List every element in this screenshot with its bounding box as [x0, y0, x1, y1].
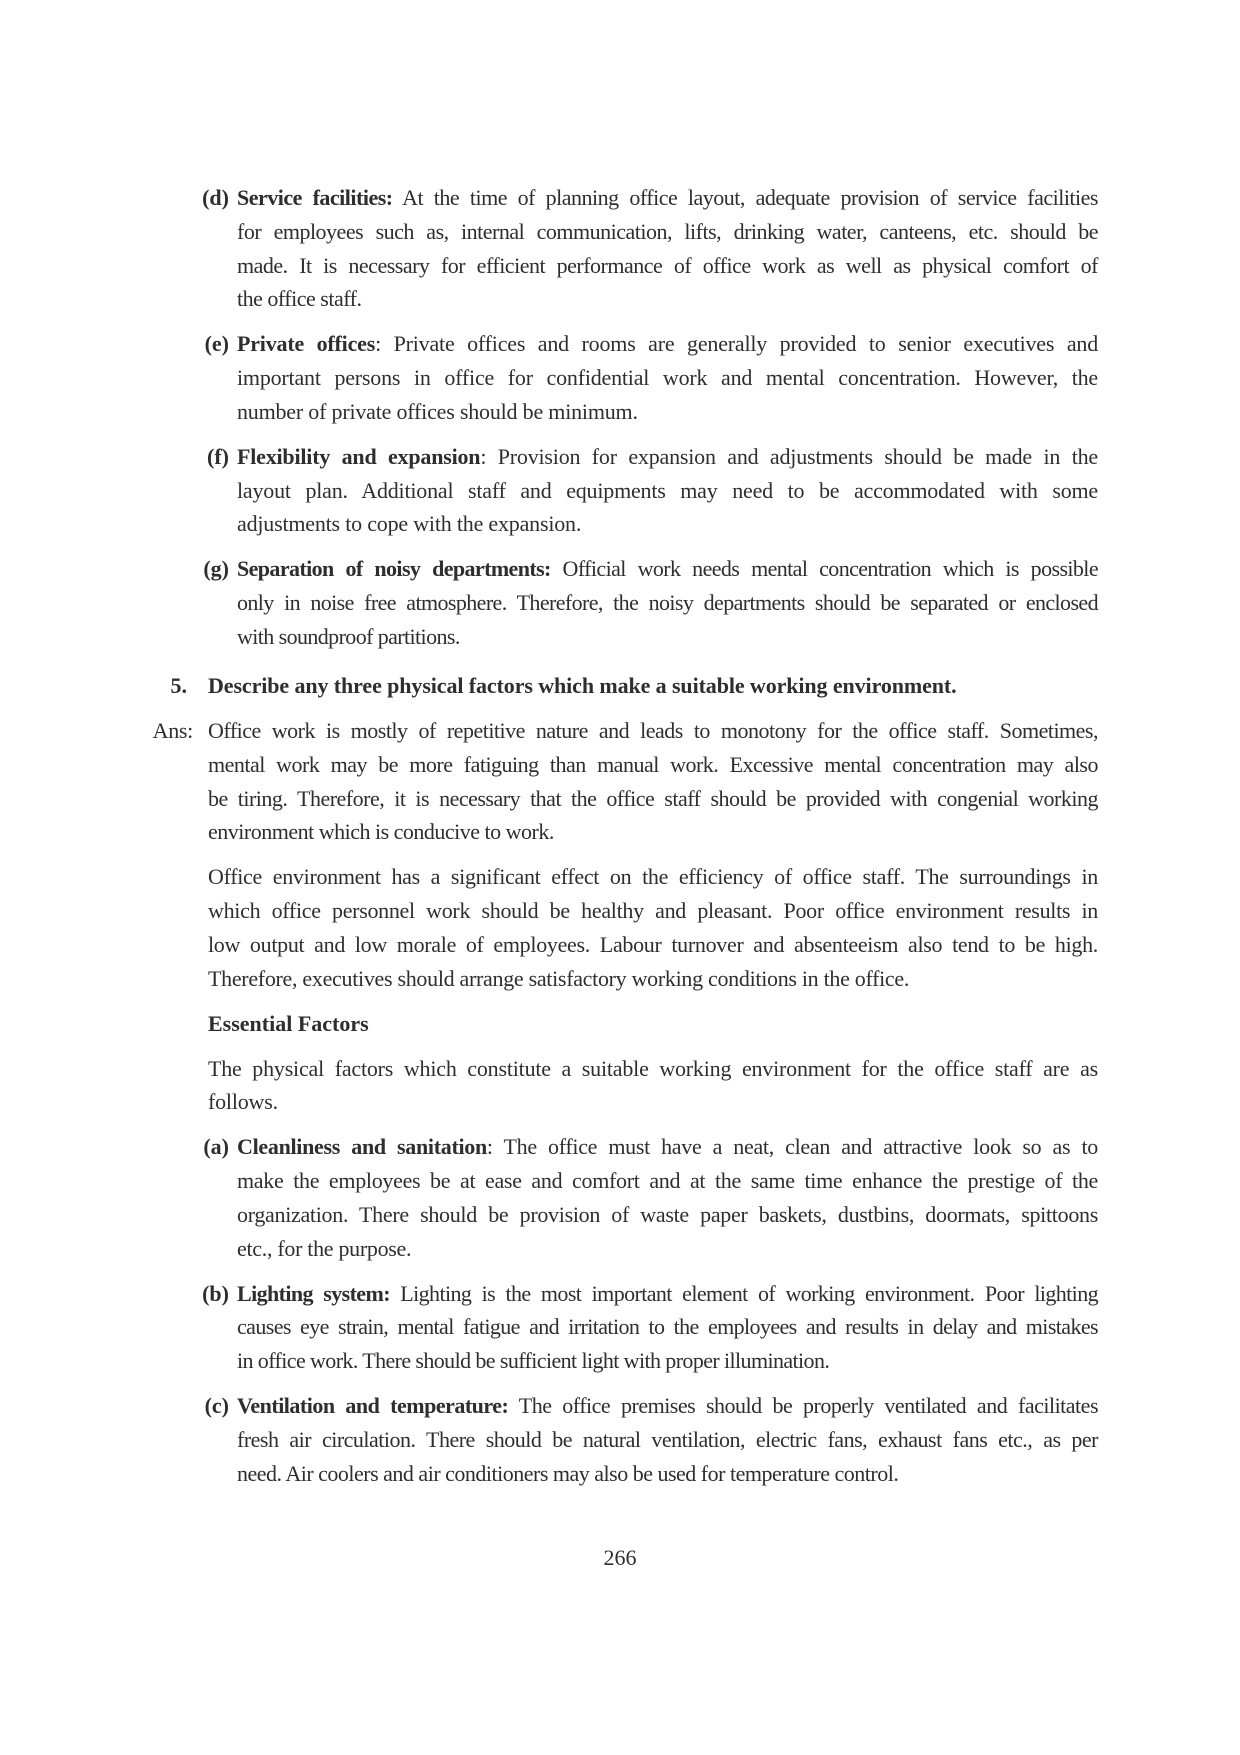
item-line: made. It is necessary for efficient performance of office work as well as physical comfort of [237, 252, 1098, 278]
item-title: Lighting system: [237, 1280, 390, 1306]
paragraph-line: mental work may be more fatiguing than manual work. Excessive mental concentration may also [208, 751, 1098, 777]
section-heading-text: Essential Factors [208, 1010, 369, 1036]
item-title: Private offices [237, 331, 376, 357]
item-label: (a) [203, 1134, 229, 1160]
item-line: etc., for the purpose. [237, 1235, 412, 1261]
item-line: adjustments to cope with the expansion. [237, 511, 582, 537]
item-line: causes eye strain, mental fatigue and irritation to the employees and results in delay and mistakes [237, 1314, 1098, 1340]
item-line [237, 181, 1098, 215]
item-text: Lighting is the most important element of working environment. Poor lighting [389, 1280, 1098, 1306]
item-label: (e) [204, 331, 229, 357]
item-line: need. Air coolers and air conditioners may also be used for temperature control. [237, 1460, 899, 1486]
paragraph-line: follows. [208, 1089, 278, 1115]
item-line [237, 552, 1098, 586]
item-line: only in noise free atmosphere. Therefore, the noisy departments should be separated or enclosed [237, 590, 1098, 615]
item-label: (d) [202, 185, 229, 210]
item-line: the office staff. [237, 286, 362, 312]
item-label: (b) [202, 1280, 229, 1306]
paragraph-line: be tiring. Therefore, it is necessary that the office staff should be provided with congenial working [208, 785, 1098, 811]
list-item-service-facilities [202, 181, 1098, 316]
page-content [0, 181, 1240, 1502]
item-line [237, 1277, 1098, 1311]
item-line: number of private offices should be minimum. [237, 398, 638, 424]
paragraph-line: Office environment has a significant effect on the efficiency of office staff. The surroundings in [208, 864, 1098, 890]
item-line [237, 1389, 1098, 1423]
item-title: Ventilation and temperature: [237, 1393, 509, 1418]
item-line: fresh air circulation. There should be natural ventilation, electric fans, exhaust fans etc., as per [237, 1426, 1098, 1452]
paragraph-line: Therefore, executives should arrange satisfactory working conditions in the office. [208, 965, 910, 991]
item-line: make the employees be at ease and comfort and at the same time enhance the prestige of the [237, 1168, 1098, 1193]
item-label: (f) [207, 443, 229, 469]
item-line: in office work. There should be sufficient light with proper illumination. [237, 1348, 830, 1373]
item-line: layout plan. Additional staff and equipments may need to be accommodated with some [237, 477, 1098, 503]
list-item-private-offices [204, 327, 1098, 428]
item-title: Service facilities: [237, 185, 393, 210]
item-line: organization. There should be provision of waste paper baskets, dustbins, doormats, spittoons [237, 1201, 1098, 1227]
paragraph-line: which office personnel work should be healthy and pleasant. Poor office environment results in [208, 898, 1098, 923]
question-text: Describe any three physical factors which make a suitable working environment. [208, 673, 957, 698]
item-line: with soundproof partitions. [237, 623, 460, 649]
paragraph-line: The physical factors which constitute a suitable working environment for the office staff are as [208, 1055, 1098, 1081]
item-title: Flexibility and expansion [237, 443, 481, 469]
item-text: The office premises should be properly ventilated and facilitates [508, 1393, 1098, 1418]
item-label: (g) [203, 556, 229, 582]
item-line [237, 327, 1098, 361]
intro-paragraph [208, 1052, 1098, 1120]
list-item-cleanliness-sanitation [203, 1130, 1098, 1265]
answer-label: Ans: [152, 718, 193, 743]
paragraph-line: Office work is mostly of repetitive nature and leads to monotony for the office staff. Sometimes, [208, 718, 1098, 743]
item-text: : Provision for expansion and adjustments should be made in the [480, 443, 1098, 469]
item-label: (c) [204, 1393, 229, 1418]
item-line [237, 1130, 1098, 1164]
list-item-flexibility-expansion [207, 440, 1098, 541]
list-item-ventilation-temperature [204, 1389, 1098, 1490]
list-item-lighting-system [202, 1277, 1098, 1378]
item-line [237, 440, 1098, 474]
page-number: 266 [603, 1545, 637, 1570]
item-text: At the time of planning office layout, adequate provision of service facilities [392, 185, 1098, 210]
section-heading [208, 1007, 1098, 1041]
question-number: 5. [170, 673, 187, 698]
paragraph-line: low output and low morale of employees. Labour turnover and absenteeism also tend to be high. [208, 931, 1098, 957]
question [170, 669, 1098, 703]
paragraph-line: environment which is conducive to work. [208, 819, 554, 845]
answer-paragraph [208, 860, 1098, 995]
item-text: : The office must have a neat, clean and attractive look so as to [486, 1134, 1098, 1160]
item-line: important persons in office for confidential work and mental concentration. However, the [237, 365, 1098, 390]
list-item-noisy-departments [203, 552, 1098, 653]
item-text: Official work needs mental concentration which is possible [550, 556, 1098, 582]
item-title: Separation of noisy departments: [237, 556, 551, 582]
item-text: : Private offices and rooms are generally provided to senior executives and [375, 331, 1098, 357]
item-line: for employees such as, internal communication, lifts, drinking water, canteens, etc. should be [237, 218, 1098, 244]
answer-paragraph [152, 714, 1098, 849]
item-title: Cleanliness and sanitation [237, 1134, 487, 1160]
